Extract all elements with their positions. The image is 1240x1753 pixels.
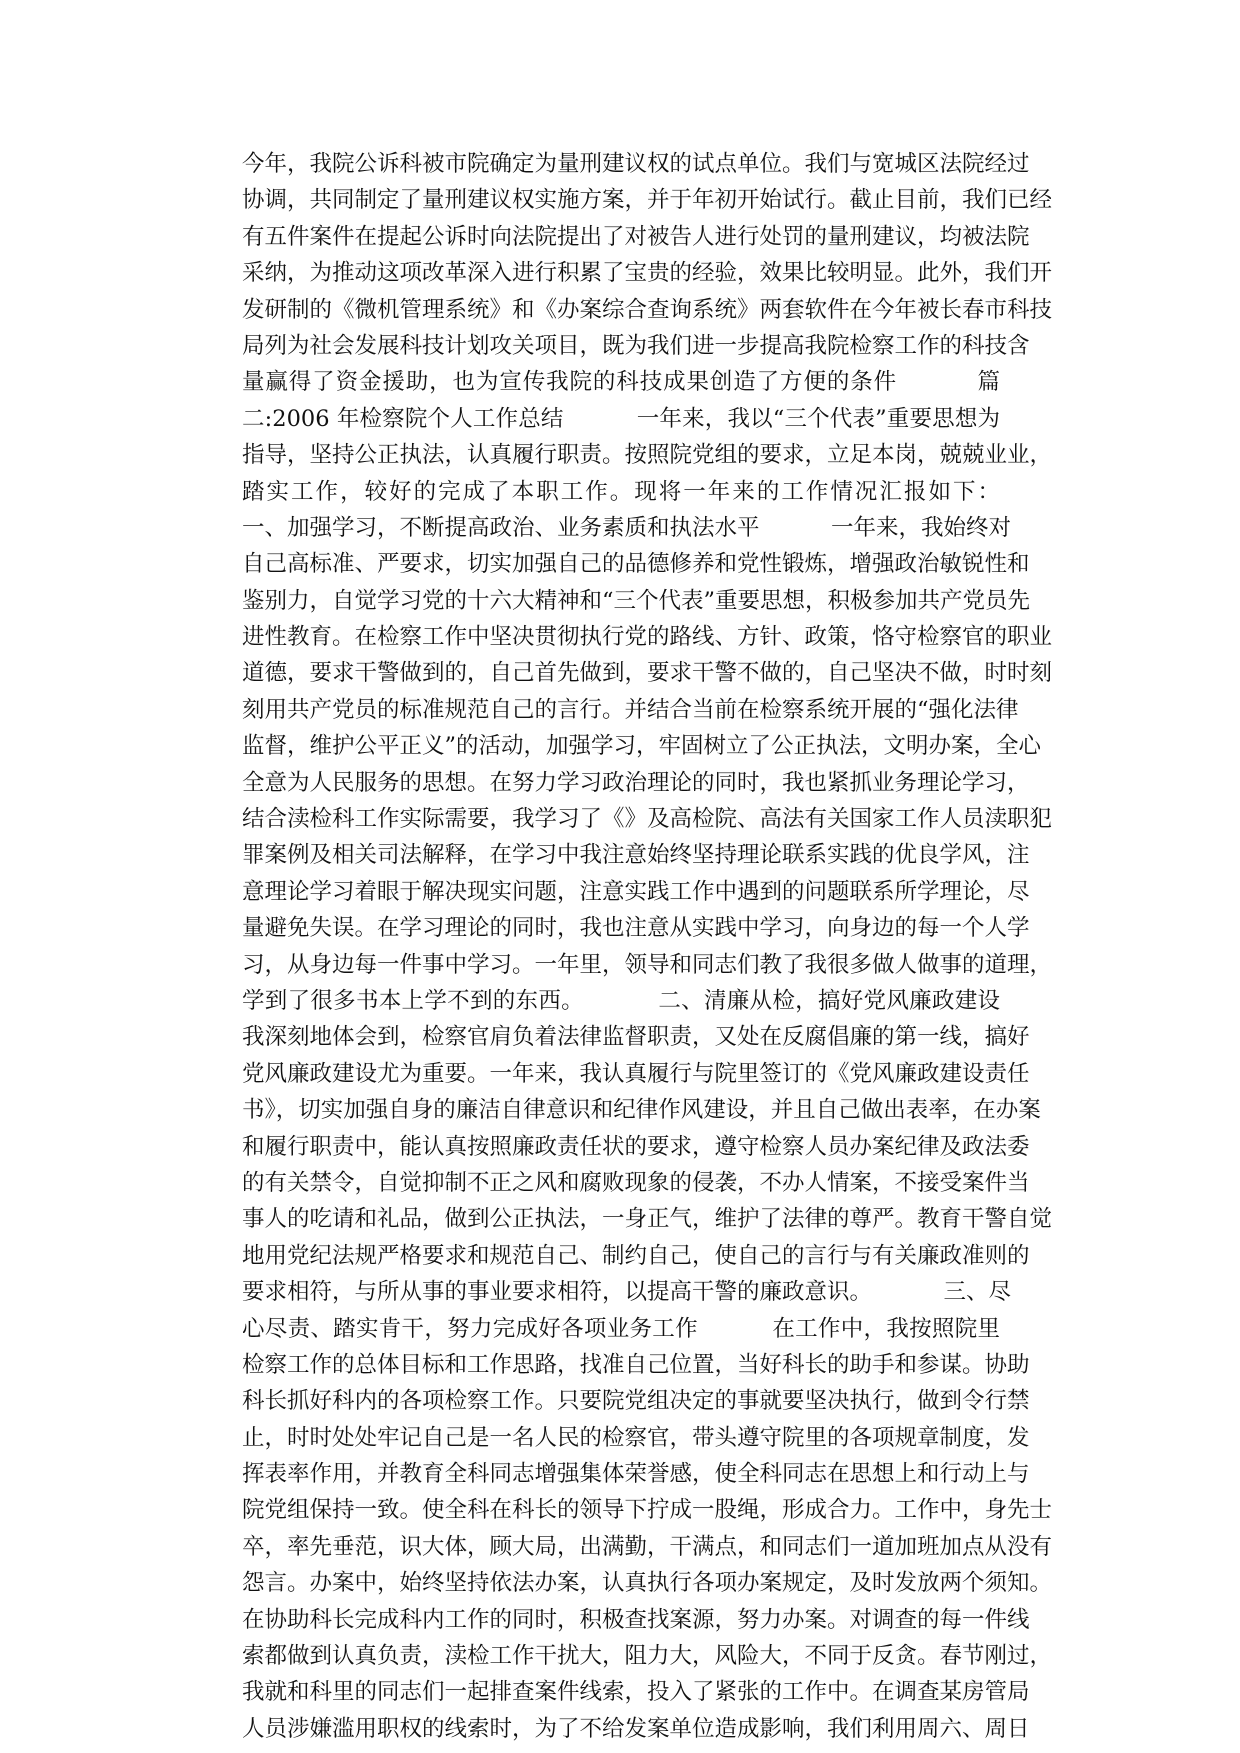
text-line: 要求相符，与所从事的事业要求相符，以提高干警的廉政意识。 三、尽 bbox=[242, 1279, 1012, 1306]
text-line: 量赢得了资金援助，也为宣传我院的科技成果创造了方便的条件 篇 bbox=[242, 369, 1000, 396]
text-line: 习，从身边每一件事中学习。一年里，领导和同志们教了我很多做人做事的道理， bbox=[242, 951, 1053, 978]
text-line: 一、加强学习，不断提高政治、业务素质和执法水平 一年来，我始终对 bbox=[242, 514, 1012, 541]
text-line: 量避免失误。在学习理论的同时，我也注意从实践中学习，向身边的每一个人学 bbox=[242, 915, 1030, 942]
text-line: 院党组保持一致。使全科在科长的领导下拧成一股绳，形成合力。工作中，身先士 bbox=[242, 1497, 1053, 1524]
text-line: 地用党纪法规严格要求和规范自己、制约自己，使自己的言行与有关廉政准则的 bbox=[242, 1242, 1030, 1269]
text-line: 止，时时处处牢记自己是一名人民的检察官，带头遵守院里的各项规章制度，发 bbox=[242, 1424, 1030, 1451]
text-line: 科长抓好科内的各项检察工作。只要院党组决定的事就要坚决执行，做到令行禁 bbox=[242, 1388, 1030, 1415]
text-line: 人员涉嫌滥用职权的线索时，为了不给发案单位造成影响，我们利用周六、周日 bbox=[242, 1715, 1030, 1742]
text-line: 索都做到认真负责，渎检工作干扰大，阻力大，风险大，不同于反贪。春节刚过， bbox=[242, 1643, 1053, 1670]
text-line: 监督，维护公平正义”的活动，加强学习，牢固树立了公正执法，文明办案，全心 bbox=[242, 733, 1042, 760]
text-line: 鉴别力，自觉学习党的十六大精神和“三个代表”重要思想，积极参加共产党员先 bbox=[242, 587, 1031, 614]
text-line: 自己高标准、严要求，切实加强自己的品德修养和党性锻炼，增强政治敏锐性和 bbox=[242, 551, 1030, 578]
text-line: 党风廉政建设尤为重要。一年来，我认真履行与院里签订的《党风廉政建设责任 bbox=[242, 1060, 1030, 1087]
text-line: 在协助科长完成科内工作的同时，积极查找案源，努力办案。对调查的每一件线 bbox=[242, 1606, 1030, 1633]
text-line: 踏实工作，较好的完成了本职工作。现将一年来的工作情况汇报如下： bbox=[242, 478, 1000, 505]
text-line: 意理论学习着眼于解决现实问题，注意实践工作中遇到的问题联系所学理论，尽 bbox=[242, 878, 1030, 905]
text-line: 今年，我院公诉科被市院确定为量刑建议权的试点单位。我们与宽城区法院经过 bbox=[242, 151, 1030, 177]
text-line: 和履行职责中，能认真按照廉政责任状的要求，遵守检察人员办案纪律及政法委 bbox=[242, 1133, 1030, 1160]
text-line: 局列为社会发展科技计划攻关项目，既为我们进一步提高我院检察工作的科技含 bbox=[242, 332, 1030, 359]
text-line: 罪案例及相关司法解释，在学习中我注意始终坚持理论联系实践的优良学风，注 bbox=[242, 842, 1030, 869]
text-line: 有五件案件在提起公诉时向法院提出了对被告人进行处罚的量刑建议，均被法院 bbox=[242, 223, 1030, 250]
text-line: 采纳，为推动这项改革深入进行积累了宝贵的经验，效果比较明显。此外，我们开 bbox=[242, 260, 1053, 287]
text-line: 挥表率作用，并教育全科同志增强集体荣誉感，使全科同志在思想上和行动上与 bbox=[242, 1461, 1030, 1488]
text-line: 怨言。办案中，始终坚持依法办案，认真执行各项办案规定，及时发放两个须知。 bbox=[242, 1570, 1053, 1597]
text-line: 我深刻地体会到，检察官肩负着法律监督职责，又处在反腐倡廉的第一线，搞好 bbox=[242, 1024, 1030, 1051]
text-line: 全意为人民服务的思想。在努力学习政治理论的同时，我也紧抓业务理论学习， bbox=[242, 769, 1030, 796]
text-line: 指导，坚持公正执法，认真履行职责。按照院党组的要求，立足本岗，兢兢业业， bbox=[242, 442, 1053, 469]
text-line: 学到了很多书本上学不到的东西。 二、清廉从检，搞好党风廉政建设 bbox=[242, 987, 1000, 1014]
body-text bbox=[242, 146, 1053, 1747]
text-line: 心尽责、踏实肯干，努力完成好各项业务工作 在工作中，我按照院里 bbox=[242, 1315, 1000, 1342]
text-line: 协调，共同制定了量刑建议权实施方案，并于年初开始试行。截止目前，我们已经 bbox=[242, 187, 1053, 214]
text-line: 卒，率先垂范，识大体，顾大局，出满勤，干满点，和同志们一道加班加点从没有 bbox=[242, 1533, 1053, 1560]
text-line: 我就和科里的同志们一起排查案件线索，投入了紧张的工作中。在调查某房管局 bbox=[242, 1679, 1030, 1706]
text-line: 进性教育。在检察工作中坚决贯彻执行党的路线、方针、政策，恪守检察官的职业 bbox=[242, 624, 1053, 651]
text-line: 检察工作的总体目标和工作思路，找准自己位置，当好科长的助手和参谋。协助 bbox=[242, 1351, 1030, 1378]
text-line: 事人的吃请和礼品，做到公正执法，一身正气，维护了法律的尊严。教育干警自觉 bbox=[242, 1206, 1053, 1233]
text-line: 结合渎检科工作实际需要，我学习了《》及高检院、高法有关国家工作人员渎职犯 bbox=[242, 806, 1053, 833]
text-line: 的有关禁令，自觉抑制不正之风和腐败现象的侵袭，不办人情案，不接受案件当 bbox=[242, 1169, 1030, 1196]
text-line: 发研制的《微机管理系统》和《办案综合查询系统》两套软件在今年被长春市科技 bbox=[242, 296, 1053, 323]
text-line: 道德，要求干警做到的，自己首先做到，要求干警不做的，自己坚决不做，时时刻 bbox=[242, 660, 1053, 687]
text-line: 二:2006 年检察院个人工作总结 一年来，我以“三个代表”重要思想为 bbox=[242, 405, 1000, 432]
text-line: 刻用共产党员的标准规范自己的言行。并结合当前在检察系统开展的“强化法律 bbox=[242, 696, 1019, 723]
text-line: 书》，切实加强自身的廉洁自律意识和纪律作风建设，并且自己做出表率，在办案 bbox=[242, 1097, 1041, 1124]
